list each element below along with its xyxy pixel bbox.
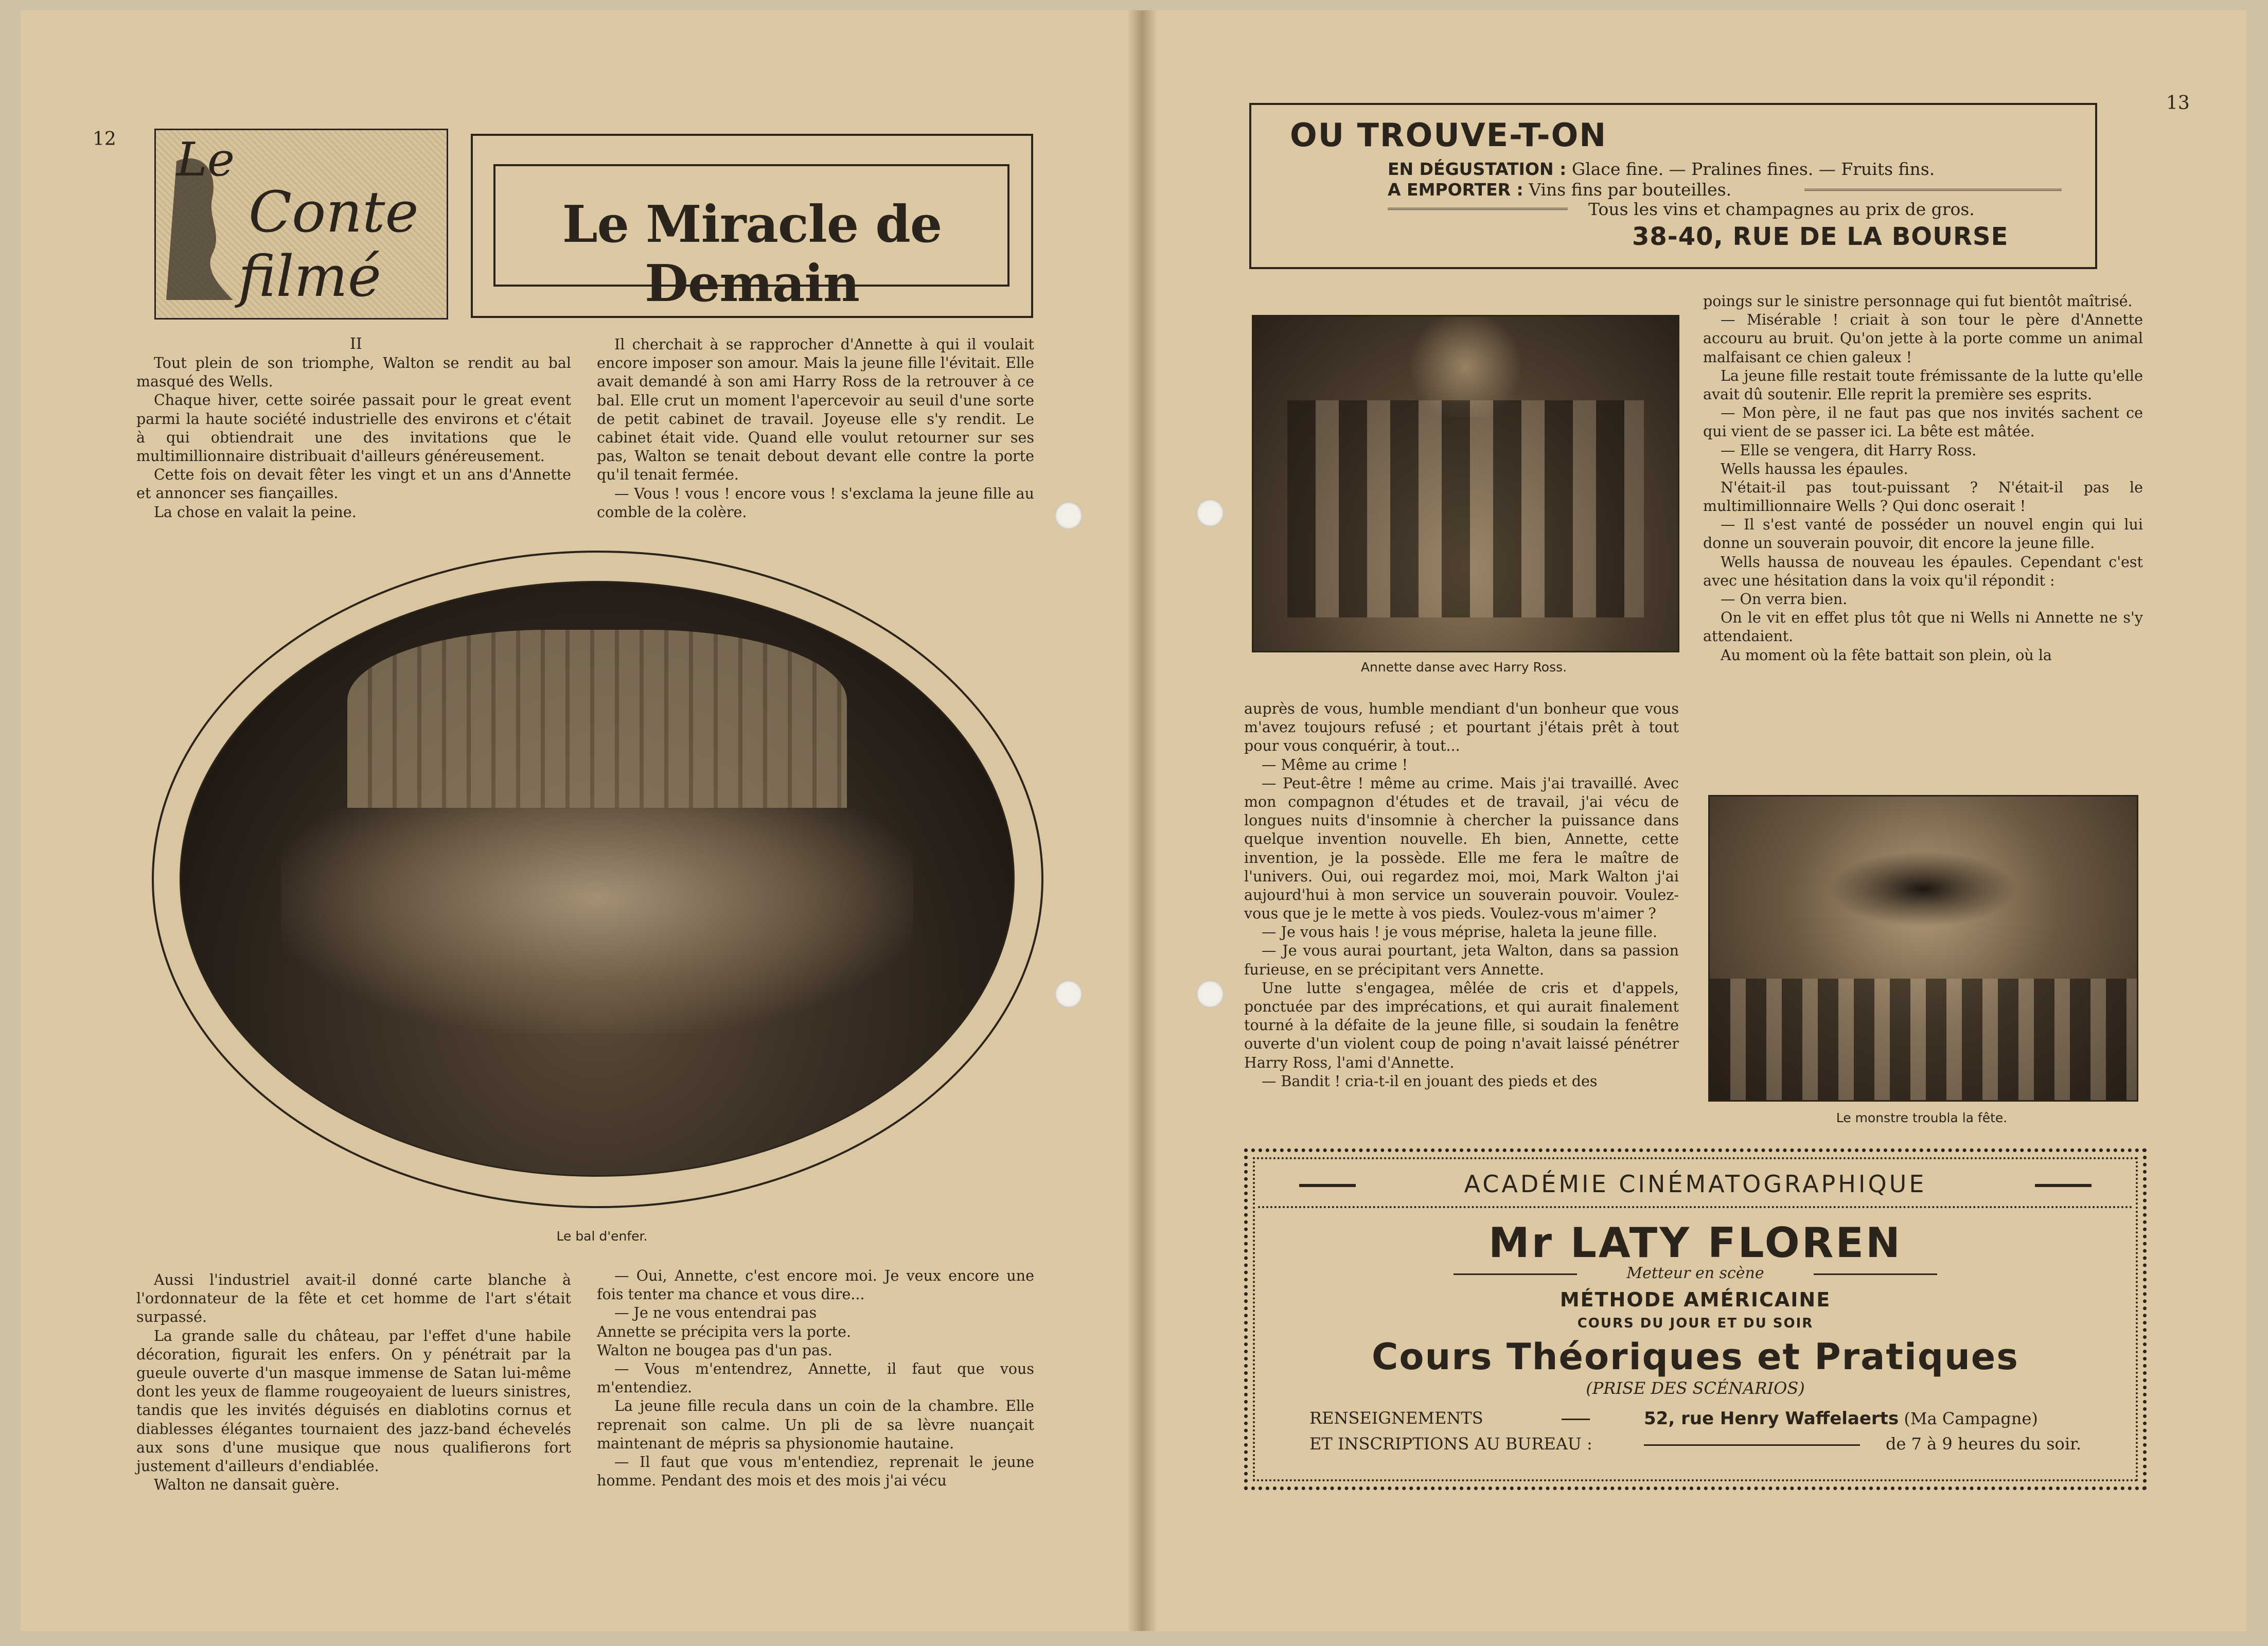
ad2-address: 52, rue Henry Waffelaerts (1644, 1408, 1899, 1429)
ad-academie (1244, 1148, 2147, 1490)
ad1-line1-text: Glace fine. — Pralines fines. — Fruits fins. (1571, 159, 1935, 179)
paragraph: Chaque hiver, cette soirée passait pour le great event parmi la haute société industrielle des environs et c'était à qui obtiendrait une des invitations que le multimillionnaire distribuait d'ailleurs généreusement. (136, 392, 571, 465)
paragraph: Une lutte s'engagea, mêlée de cris et d'appels, ponctuée par des imprécations, et qui aurait finalement tourné à la défaite de la jeune fille, si soudain la fenêtre ouverte d'un violent coup de poing n'avait laissé pénétrer Harry Ross, l'ami d'Annette. (1244, 979, 1679, 1071)
left-col1-bottom (136, 1271, 571, 1494)
ad2-schedule: COURS DU JOUR ET DU SOIR (1577, 1316, 1814, 1331)
ad1-line2-text: Vins fins par bouteilles. (1529, 180, 1732, 200)
ad1-address: 38-40, RUE DE LA BOURSE (1632, 222, 2009, 251)
paragraph: — Il s'est vanté de posséder un nouvel engin qui lui donne un souverain pouvoir, dit encore la jeune fille. (1703, 516, 2143, 552)
paragraph: — Mon père, il ne faut pas que nos invités sachent ce qui vient de se passer ici. La bête est mâtée. (1703, 404, 2143, 440)
paragraph: La chose en valait la peine. (154, 503, 357, 521)
paragraph: — Même au crime ! (1262, 756, 1408, 773)
chapter-heading: II (350, 335, 362, 353)
photo1-caption: Annette danse avec Harry Ross. (1360, 660, 1567, 675)
paragraph: poings sur le sinistre personnage qui fut bientôt maîtrisé. (1703, 293, 2133, 310)
paragraph: Walton ne bougea pas d'un pas. (597, 1341, 832, 1359)
paragraph: La jeune fille recula dans un coin de la chambre. Elle reprenait son calme. Un pli de sa lèvre nuançait maintenant de mépris sa physionomie hautaine. (597, 1397, 1034, 1452)
ad1-rule (1388, 208, 1568, 210)
paragraph: — Oui, Annette, c'est encore moi. Je veux encore une fois tenter ma chance et vous dire... (597, 1267, 1034, 1303)
story-title: Le Miracle de Demain (562, 195, 942, 313)
binding-hole-top-right (1196, 499, 1224, 527)
ad1-line1-label: EN DÉGUSTATION : (1388, 159, 1567, 179)
paragraph: — On verra bien. (1721, 591, 1848, 608)
paragraph: Walton ne dansait guère. (154, 1476, 340, 1494)
ad1-rule-2 (1804, 189, 2062, 191)
ad1-line3: Tous les vins et champagnes au prix de gros. (1588, 199, 1975, 219)
paragraph: — Il faut que vous m'entendiez, reprenait le jeune homme. Pendant des mois et des mois j'ai vécu (597, 1453, 1034, 1490)
ad2-hours: de 7 à 9 heures du soir. (1885, 1434, 2081, 1454)
paragraph: Au moment où la fête battait son plein, où la (1721, 646, 2052, 664)
paragraph: — Je vous aurai pourtant, jeta Walton, dans sa passion furieuse, en se précipitant vers Annette. (1244, 942, 1679, 978)
paragraph: Aussi l'industriel avait-il donné carte blanche à l'ordonnateur de la fête et cet homme de l'art s'était surpassé. (136, 1271, 571, 1326)
binding-hole-top (1055, 502, 1083, 529)
page-gutter (1127, 10, 1158, 1631)
left-col2-top (597, 335, 1034, 522)
ad2-academy: ACADÉMIE CINÉMATOGRAPHIQUE (1464, 1170, 1927, 1198)
ad2-info-label2: ET INSCRIPTIONS AU BUREAU : (1309, 1434, 1592, 1454)
paragraph: Cette fois on devait fêter les vingt et un ans d'Annette et annoncer ses fiançailles. (136, 466, 571, 502)
title-frame (471, 134, 1033, 318)
paragraph: — Bandit ! cria-t-il en jouant des pieds et des (1262, 1072, 1598, 1090)
photo-monstre (1708, 795, 2138, 1102)
binding-hole-bottom (1055, 980, 1083, 1008)
oval-photo-frame (152, 551, 1043, 1208)
ad2-method: MÉTHODE AMÉRICAINE (1560, 1288, 1831, 1311)
photo2-caption: Le monstre troubla la fête. (1836, 1110, 2008, 1125)
ad2-role: Metteur en scène (1626, 1264, 1764, 1282)
ad2-address-note: (Ma Campagne) (1904, 1409, 2038, 1428)
paragraph: — Elle se vengera, dit Harry Ross. (1721, 441, 1977, 459)
paragraph: — Peut-être ! même au crime. Mais j'ai travaillé. Avec mon compagnon d'études et de travail, j'ai vécu de longues nuits d'insomnie à chercher la puissance dans quelque invention nouvelle. Eh bien, Annette, cette invention, je la possède. Elle me fera le maître de l'univers. Oui, oui regardez moi, moi, Mark Walton j'ai aujourd'hui à mon service un souverain pouvoir. Voulez-vous que je le mette à vos pieds. Voulez-vous m'aimer ? (1244, 774, 1679, 923)
paragraph: — Vous ! vous ! encore vous ! s'exclama la jeune fille au comble de la colère. (597, 485, 1034, 521)
logo-conte-filme (154, 129, 448, 320)
paragraph: La jeune fille restait toute frémissante de la lutte qu'elle avait dû soutenir. Elle reprit la première ses esprits. (1703, 367, 2143, 403)
binding-hole-bottom-right (1196, 980, 1224, 1008)
logo-word-conte: Conte (249, 179, 419, 245)
paragraph: N'était-il pas tout-puissant ? N'était-il pas le multimillionnaire Wells ? Qui donc oserait ! (1703, 479, 2143, 515)
ad2-dots-rule (1562, 1419, 1590, 1420)
paragraph: auprès de vous, humble mendiant d'un bonheur que vous m'avez toujours refusé ; et pourtant j'étais prêt à tout pour vous conquérir, à tout... (1244, 700, 1679, 755)
paragraph: La grande salle du château, par l'effet d'une habile décoration, figurait les enfers. On y pénétrait par la gueule ouverte d'un masque immense de Satan lui-même dont les yeux de flamme rougeoyaient de lueurs sinistres, tandis que les invités déguisés en diablotins cornus et diablesses élégantes tournaient des jazz-band échevelés aux sons d'une musique que nous qualifierons fort justement d'ailleurs d'endiablée. (136, 1327, 571, 1475)
ad1-line2-label: A EMPORTER : (1388, 180, 1523, 200)
ad2-address-line (1644, 1408, 2038, 1429)
ad1-title: OU TROUVE-T-ON (1290, 116, 1607, 154)
ad2-hours-rule (1644, 1444, 1860, 1446)
ad2-courses: Cours Théoriques et Pratiques (1372, 1336, 2019, 1378)
paragraph: — Vous m'entendrez, Annette, il faut que vous m'entendiez. (597, 1360, 1034, 1396)
right-col-left-mid (1244, 700, 1679, 1091)
logo-word-filme: filmé (238, 243, 381, 309)
paragraph: — Je vous hais ! je vous méprise, haleta la jeune fille. (1262, 924, 1657, 941)
photo-annette-danse (1252, 315, 1679, 652)
paragraph: Annette se précipita vers la porte. (597, 1323, 852, 1340)
photo-caption-bal: Le bal d'enfer. (556, 1229, 648, 1244)
left-col2-bottom (597, 1267, 1034, 1490)
paragraph: Wells haussa de nouveau les épaules. Cependant c'est avec une hésitation dans la voix qu'il répondit : (1703, 553, 2143, 589)
paragraph: Wells haussa les épaules. (1721, 460, 1908, 477)
ad2-info-label1: RENSEIGNEMENTS (1309, 1408, 1483, 1428)
ad2-subtitle: (PRISE DES SCÉNARIOS) (1586, 1378, 1805, 1398)
paragraph: On le vit en effet plus tôt que ni Wells ni Annette ne s'y attendaient. (1703, 609, 2143, 645)
paragraph: — Misérable ! criait à son tour le père d'Annette accouru au bruit. Qu'on jette à la porte comme un animal malfaisant ce chien galeux ! (1703, 311, 2143, 366)
photo-bal-denfer (180, 581, 1015, 1177)
paragraph: Il cherchait à se rapprocher d'Annette à qui il voulait encore imposer son amour. Mais la jeune fille l'évitait. Elle avait demandé à son ami Harry Ross de la retrouver à ce bal. Elle crut un moment l'apercevoir au seuil d'une sorte de petit cabinet de travail. Joyeuse elle s'y rendit. Le cabinet était vide. Quand elle voulut retourner sur ses pas, Walton se tenait debout devant elle contre la porte qu'il tenait fermée. (597, 336, 1034, 484)
logo-word-le: Le (176, 133, 235, 187)
ad-ou-trouve-ton (1249, 103, 2097, 269)
right-col-right-top (1703, 292, 2143, 665)
page-number-right: 13 (2166, 93, 2190, 114)
paragraph: — Je ne vous entendrai pas (614, 1304, 817, 1322)
ad2-name: Mr LATY FLOREN (1489, 1219, 1902, 1267)
ad1-line2 (1388, 180, 1731, 200)
left-col1-top (136, 354, 571, 522)
ad1-line1 (1388, 159, 1935, 179)
paragraph: Tout plein de son triomphe, Walton se rendit au bal masqué des Wells. (136, 355, 571, 391)
page-number-left: 12 (93, 129, 116, 150)
